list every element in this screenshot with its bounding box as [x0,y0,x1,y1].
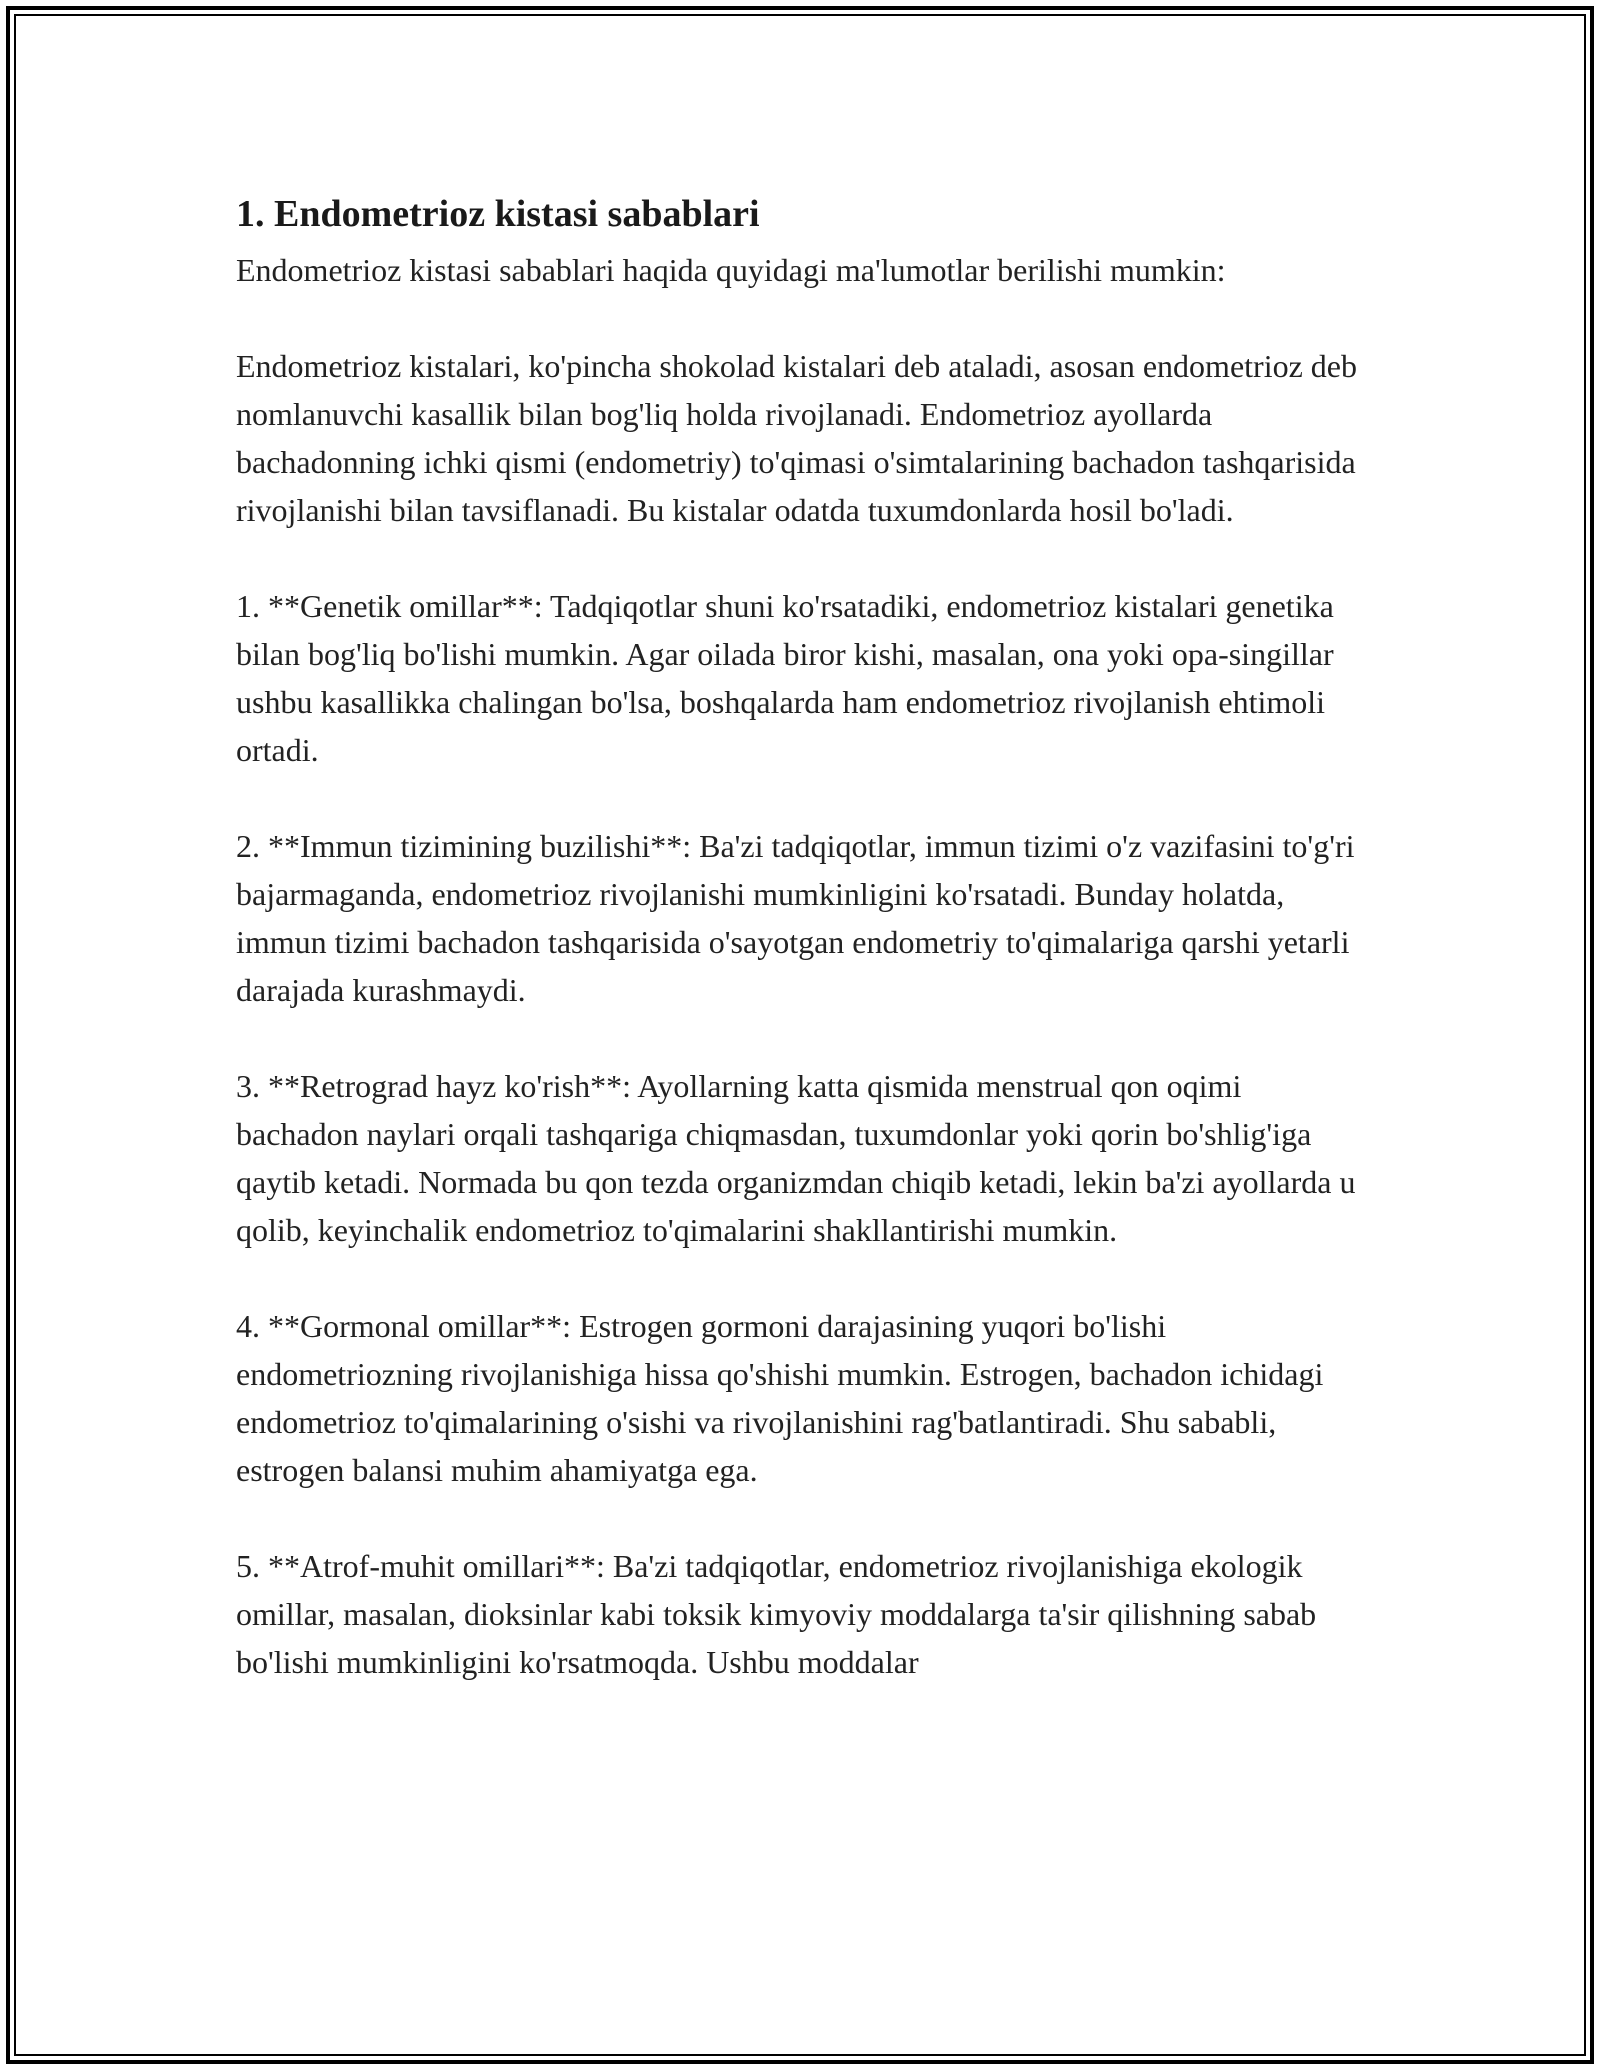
cause-environmental-paragraph: 5. **Atrof-muhit omillari**: Ba'zi tadqiqotlar, endometrioz rivojlanishiga ekologik omillar, masalan, dioksinlar kabi toksik kimyoviy moddalarga ta'sir qilishning sabab bo'lishi mumkinligini ko'rsatmoqda. Ushbu moddalar [236,1548,1317,1680]
cause-immune-paragraph: 2. **Immun tizimining buzilishi**: Ba'zi tadqiqotlar, immun tizimi o'z vazifasini to'g'ri bajarmaganda, endometrioz rivojlanishi mumkinligini ko'rsatadi. Bunday holatda, immun tizimi bachadon tashqarisida o'sayotgan endometriy to'qimalariga qarshi yetarli darajada kurashmaydi. [236,828,1355,1008]
document-body [236,186,1366,1686]
cause-hormonal-paragraph: 4. **Gormonal omillar**: Estrogen gormoni darajasining yuqori bo'lishi endometriozning rivojlanishiga hissa qo'shishi mumkin. Estrogen, bachadon ichidagi endometrioz to'qimalarining o'sishi va rivojlanishini rag'batlantiradi. Shu sababli, estrogen balansi muhim ahamiyatga ega. [236,1308,1324,1488]
overview-paragraph: Endometrioz kistalari, ko'pincha shokolad kistalari deb ataladi, asosan endometrioz deb nomlanuvchi kasallik bilan bog'liq holda rivojlanadi. Endometrioz ayollarda bachadonning ichki qismi (endometriy) to'qimasi o'simtalarining bachadon tashqarisida rivojlanishi bilan tavsiflanadi. Bu kistalar odatda tuxumdonlarda hosil bo'ladi. [236,348,1357,528]
intro-paragraph: Endometrioz kistasi sabablari haqida quyidagi ma'lumotlar berilishi mumkin: [236,252,1226,288]
cause-retrograde-paragraph: 3. **Retrograd hayz ko'rish**: Ayollarning katta qismida menstrual qon oqimi bachadon naylari orqali tashqariga chiqmasdan, tuxumdonlar yoki qorin bo'shlig'iga qaytib ketadi. Normada bu qon tezda organizmdan chiqib ketadi, lekin ba'zi ayollarda u qolib, keyinchalik endometrioz to'qimalarini shakllantirishi mumkin. [236,1068,1356,1248]
document-title: 1. Endometrioz kistasi sabablari [236,193,760,235]
cause-genetic-paragraph: 1. **Genetik omillar**: Tadqiqotlar shuni ko'rsatadiki, endometrioz kistalari genetika bilan bog'liq bo'lishi mumkin. Agar oilada biror kishi, masalan, ona yoki opa-singillar ushbu kasallikka chalingan bo'lsa, boshqalarda ham endometrioz rivojlanish ehtimoli ortadi. [236,588,1334,768]
